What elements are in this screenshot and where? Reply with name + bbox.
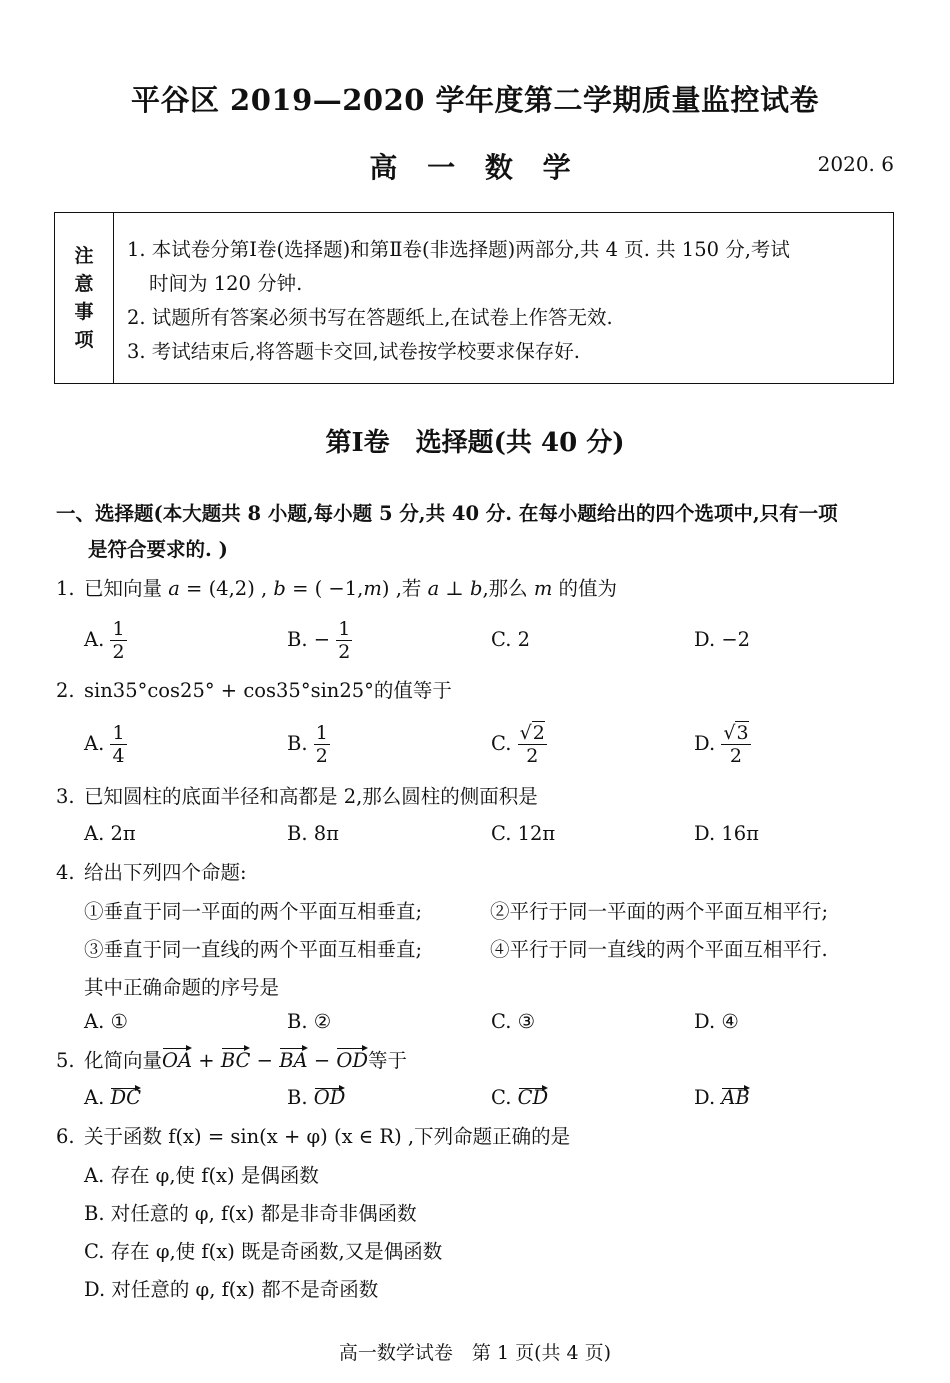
question-number: 3. bbox=[56, 785, 75, 808]
q2-option-d bbox=[694, 722, 751, 767]
q4-proposition-4: ④平行于同一直线的两个平面互相平行. bbox=[490, 938, 828, 961]
fraction bbox=[110, 618, 126, 663]
instructions-line-1: 一、选择题(本大题共 8 小题,每小题 5 分,共 40 分. 在每小题给出的四个选项中,只有一项 bbox=[56, 502, 838, 525]
q3-text: 已知圆柱的底面半径和高都是 2,那么圆柱的侧面积是 bbox=[84, 785, 538, 808]
vector: DC bbox=[110, 1086, 142, 1109]
numerator: 1 bbox=[112, 722, 125, 744]
q1-var: m bbox=[363, 577, 382, 600]
section-instructions bbox=[56, 496, 901, 568]
vector: BC bbox=[221, 1046, 251, 1076]
numerator bbox=[518, 722, 547, 745]
option-label: B. bbox=[287, 732, 308, 755]
notice-item-3: 3. 考试结束后,将答题卡交回,试卷按学校要求保存好. bbox=[127, 340, 580, 363]
option-label: A. bbox=[84, 1086, 105, 1109]
vector: OA bbox=[162, 1046, 192, 1076]
q2-option-b bbox=[287, 722, 330, 767]
exam-title: 平谷区 2019—2020 学年度第二学期质量监控试卷 bbox=[130, 83, 820, 117]
subject-heading: 高 一 数 学 bbox=[369, 151, 581, 184]
q1-text: = (4,2) , bbox=[179, 577, 274, 600]
q2-option-c bbox=[491, 722, 547, 767]
vector: OD bbox=[336, 1046, 368, 1076]
notice-item-1-cont: 时间为 120 分钟. bbox=[149, 272, 303, 295]
q1-var: a ⊥ b bbox=[427, 577, 483, 600]
operator: + bbox=[192, 1049, 221, 1072]
option-label: C. bbox=[491, 1086, 512, 1109]
q4-option-c: C. ③ bbox=[491, 1010, 536, 1033]
sqrt-sign: √ bbox=[723, 722, 736, 744]
notice-item-1: 1. 本试卷分第Ⅰ卷(选择题)和第Ⅱ卷(非选择题)两部分,共 4 页. 共 150 分,考试 bbox=[127, 238, 790, 261]
q4-proposition-3: ③垂直于同一直线的两个平面互相垂直; bbox=[84, 938, 423, 961]
fraction bbox=[721, 722, 750, 767]
q6-option-a: A. 存在 φ,使 f(x) 是偶函数 bbox=[84, 1164, 319, 1187]
notice-items bbox=[127, 233, 883, 369]
question-number: 2. bbox=[56, 679, 75, 702]
q1-option-c: C. 2 bbox=[491, 628, 531, 651]
section-title: 第Ⅰ卷 选择题(共 40 分) bbox=[325, 428, 625, 458]
q3-option-b: B. 8π bbox=[287, 822, 339, 845]
q3-option-a: A. 2π bbox=[84, 822, 136, 845]
q5-text: 等于 bbox=[368, 1049, 408, 1072]
denominator: 2 bbox=[729, 745, 742, 767]
question-4-stem bbox=[56, 858, 247, 888]
q3-option-d: D. 16π bbox=[694, 822, 759, 845]
question-6-stem bbox=[56, 1122, 570, 1152]
notice-label-char: 注 bbox=[74, 245, 94, 267]
question-number: 4. bbox=[56, 861, 75, 884]
q5-option-a bbox=[84, 1086, 141, 1109]
vector: BA bbox=[279, 1046, 307, 1076]
notice-label-char: 事 bbox=[74, 301, 94, 323]
question-1-stem bbox=[56, 574, 617, 604]
q4-question: 其中正确命题的序号是 bbox=[84, 976, 280, 999]
q6-option-d: D. 对任意的 φ, f(x) 都不是奇函数 bbox=[84, 1278, 379, 1301]
question-number: 1. bbox=[56, 577, 75, 600]
question-5-stem bbox=[56, 1046, 407, 1076]
page-footer: 高一数学试卷 第 1 页(共 4 页) bbox=[338, 1342, 612, 1364]
denominator: 4 bbox=[112, 745, 125, 767]
numerator: 1 bbox=[112, 618, 125, 640]
q5-text: 化简向量 bbox=[84, 1049, 163, 1072]
question-3-stem bbox=[56, 782, 538, 812]
sqrt-sign: √ bbox=[519, 722, 532, 744]
operator: − bbox=[307, 1049, 337, 1072]
question-number: 5. bbox=[56, 1049, 75, 1072]
q5-option-b bbox=[287, 1086, 345, 1109]
option-label: B. − bbox=[287, 628, 331, 651]
notice-label bbox=[55, 213, 114, 383]
notice-box bbox=[54, 212, 894, 384]
q4-option-d: D. ④ bbox=[694, 1010, 739, 1033]
q1-var: b bbox=[273, 577, 286, 600]
q4-proposition-2: ②平行于同一平面的两个平面互相平行; bbox=[490, 900, 829, 923]
radicand: 2 bbox=[532, 722, 545, 744]
q1-text: 已知向量 bbox=[84, 577, 169, 600]
q2-text: sin35°cos25° + cos35°sin25°的值等于 bbox=[84, 679, 452, 702]
q3-option-c: C. 12π bbox=[491, 822, 556, 845]
denominator: 2 bbox=[315, 745, 328, 767]
fraction bbox=[110, 722, 126, 767]
option-label: C. bbox=[491, 732, 512, 755]
numerator bbox=[721, 722, 750, 745]
q5-option-c bbox=[491, 1086, 548, 1109]
q1-text: ,那么 bbox=[482, 577, 534, 600]
denominator: 2 bbox=[526, 745, 539, 767]
vector: CD bbox=[517, 1086, 549, 1109]
denominator: 2 bbox=[112, 641, 125, 663]
q1-option-a bbox=[84, 618, 127, 663]
vector: AB bbox=[721, 1086, 750, 1109]
q1-text: ) ,若 bbox=[381, 577, 428, 600]
q4-option-a: A. ① bbox=[84, 1010, 128, 1033]
operator: − bbox=[250, 1049, 280, 1072]
q4-proposition-1: ①垂直于同一平面的两个平面互相垂直; bbox=[84, 900, 423, 923]
notice-item-2: 2. 试题所有答案必须书写在答题纸上,在试卷上作答无效. bbox=[127, 306, 613, 329]
fraction bbox=[336, 618, 352, 663]
q6-option-b: B. 对任意的 φ, f(x) 都是非奇非偶函数 bbox=[84, 1202, 417, 1225]
q1-option-b bbox=[287, 618, 352, 663]
q1-text: 的值为 bbox=[552, 577, 618, 600]
notice-label-char: 意 bbox=[74, 273, 94, 295]
exam-date: 2020. 6 bbox=[817, 152, 894, 176]
fraction bbox=[518, 722, 547, 767]
radicand: 3 bbox=[736, 722, 749, 744]
vector: OD bbox=[313, 1086, 346, 1109]
q1-var: a bbox=[168, 577, 180, 600]
question-number: 6. bbox=[56, 1125, 75, 1148]
notice-label-char: 项 bbox=[74, 329, 94, 351]
denominator: 2 bbox=[338, 641, 351, 663]
q5-option-d bbox=[694, 1086, 750, 1109]
instructions-line-2: 是符合要求的. ) bbox=[88, 538, 228, 561]
q4-option-b: B. ② bbox=[287, 1010, 332, 1033]
option-label: D. bbox=[694, 1086, 716, 1109]
numerator: 1 bbox=[338, 618, 351, 640]
q2-option-a bbox=[84, 722, 127, 767]
numerator: 1 bbox=[315, 722, 328, 744]
option-label: D. bbox=[694, 732, 716, 755]
q1-var: m bbox=[533, 577, 553, 600]
q4-text: 给出下列四个命题: bbox=[84, 861, 247, 884]
question-2-stem bbox=[56, 676, 452, 706]
option-label: A. bbox=[84, 628, 105, 651]
q6-text: 关于函数 f(x) = sin(x + φ) (x ∈ R) ,下列命题正确的是 bbox=[84, 1125, 571, 1148]
q1-option-d: D. −2 bbox=[694, 628, 751, 651]
option-label: A. bbox=[84, 732, 105, 755]
q1-text: = ( −1, bbox=[285, 577, 364, 600]
option-label: B. bbox=[287, 1086, 308, 1109]
q6-option-c: C. 存在 φ,使 f(x) 既是奇函数,又是偶函数 bbox=[84, 1240, 443, 1263]
fraction bbox=[314, 722, 330, 767]
